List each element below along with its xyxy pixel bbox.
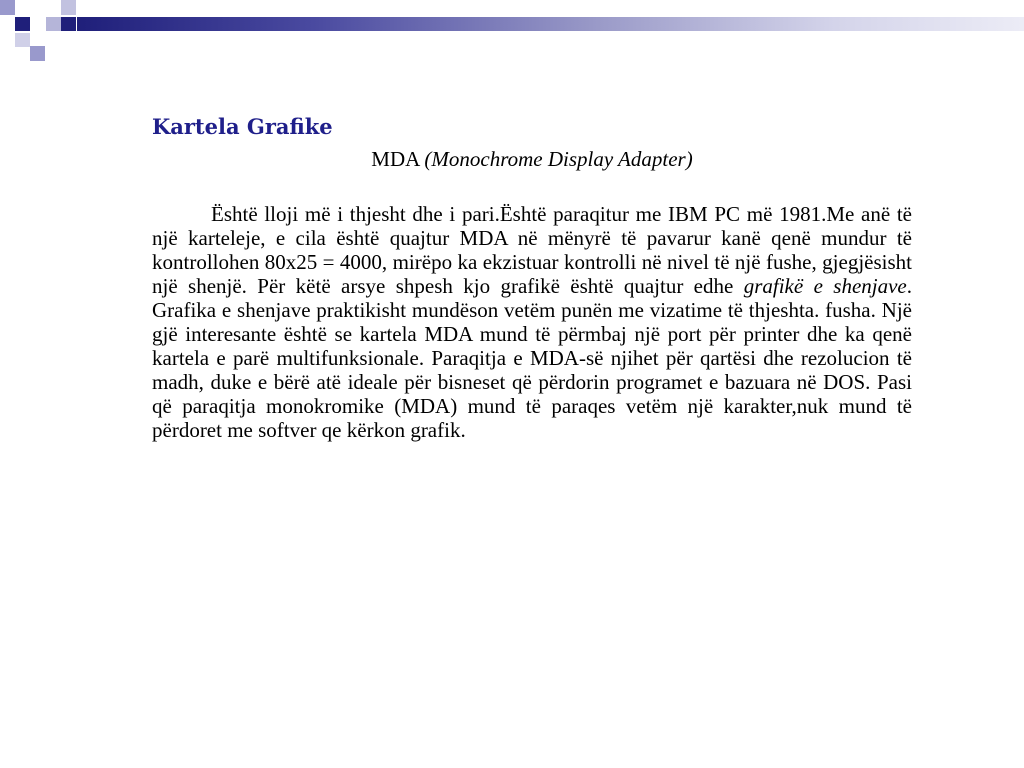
decor-square [0, 0, 15, 15]
decor-square [15, 33, 30, 47]
slide-title: Kartela Grafike [152, 114, 333, 139]
decor-square [46, 17, 61, 31]
slide-content [152, 112, 912, 442]
subtitle-abbreviation: MDA [371, 147, 420, 171]
decor-square [15, 17, 30, 31]
decor-square [61, 17, 76, 31]
body-text-part1: Është lloji më i thjesht dhe i pari.Është paraqitur me IBM PC më 1981.Me anë të një karteleje, e cila është quajtur MDA në mënyrë të pavarur kanë qenë mundur të kontrollohen 80x25 = 4000, mirëpo ka ekzistuar kontrolli në nivel të një fushe, gjegjësisht një shenjë. Për këtë arsye shpesh kjo grafikë është quajtur edhe [152, 202, 912, 298]
decor-square [30, 46, 45, 61]
header-gradient-bar [77, 17, 1024, 31]
body-paragraph [152, 202, 912, 442]
subtitle-expansion: (Monochrome Display Adapter) [424, 147, 693, 171]
body-text-emphasis: grafikë e shenjave [743, 274, 907, 298]
decor-square [61, 0, 76, 15]
body-text-part2: . Grafika e shenjave praktikisht mundëson vetëm punën me vizatime të thjeshta. fusha. Një gjë interesante është se kartela MDA mund të përmbaj një port për printer dhe ka qenë kartela e parë multifunksionale. Paraqitja e MDA-së njihet për qartësi dhe rezolucion të madh, duke e bërë atë ideale për bisneset që përdorin programet e bazuara në DOS. Pasi që paraqitja monokromike (MDA) mund të paraqes vetëm një karakter,nuk mund të përdoret me softver qe kërkon grafik. [152, 274, 912, 442]
slide-subtitle [152, 146, 912, 172]
